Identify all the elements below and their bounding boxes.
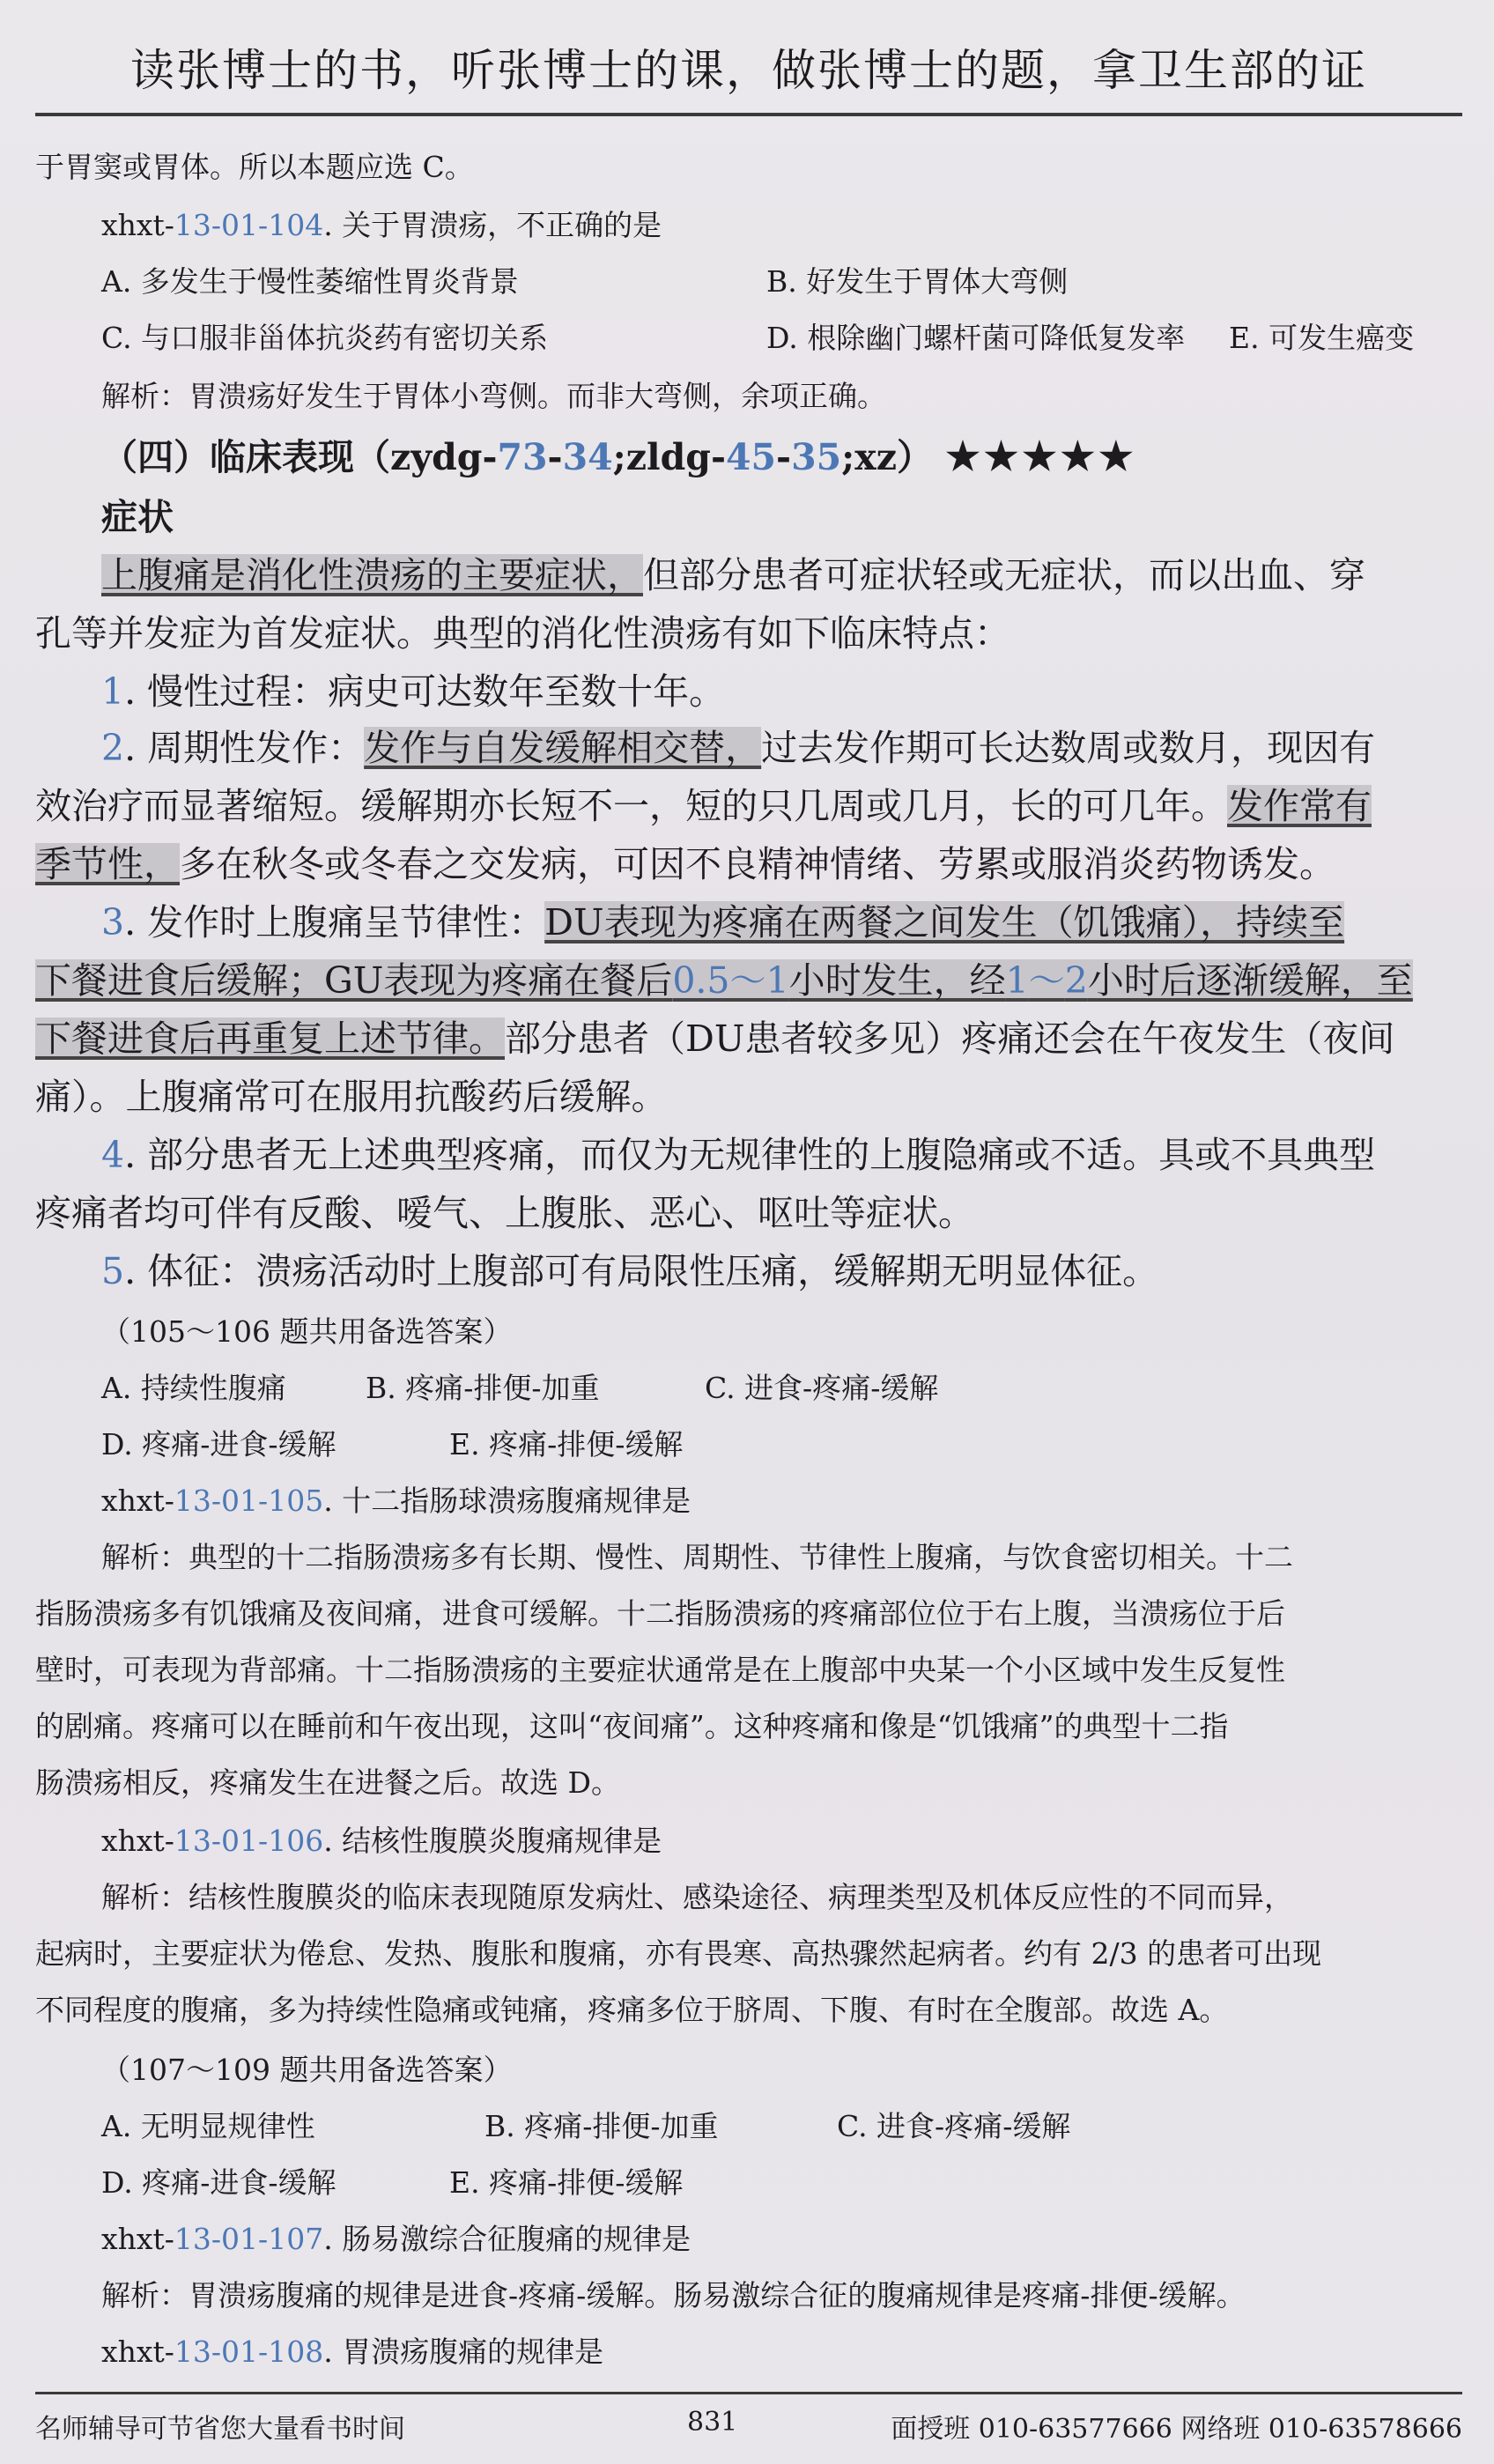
g2-option-b: B. 疼痛-排便-加重 <box>484 2109 719 2143</box>
item-4-cont: 疼痛者均可伴有反酸、嗳气、上腹胀、恶心、呕吐等症状。 <box>35 1192 974 1234</box>
item-2-cont2: 季节性，多在秋冬或冬春之交发病，可因不良精神情绪、劳累或服消炎药物诱发。 <box>35 843 1335 885</box>
g1-option-b: B. 疼痛-排便-加重 <box>366 1371 600 1405</box>
footer-contact: 面授班 010-63577666 网络班 010-63578666 <box>891 2414 1462 2445</box>
q106-explanation-2: 起病时，主要症状为倦怠、发热、腹胀和腹痛，亦有畏寒、高热骤然起病者。约有 2/3 的患者可出现 <box>35 1936 1322 1971</box>
question-108: xhxt-13-01-108. 胃溃疡腹痛的规律是 <box>101 2335 604 2369</box>
q105-explanation-4: 的剧痛。疼痛可以在睡前和午夜出现，这叫“夜间痛”。这种疼痛和像是“饥饿痛”的典型十二指 <box>35 1709 1229 1743</box>
q104-option-d: D. 根除幽门螺杆菌可降低复发率 <box>766 321 1186 355</box>
page-number: 831 <box>687 2407 738 2438</box>
q105-explanation-1: 解析：典型的十二指肠溃疡多有长期、慢性、周期性、节律性上腹痛，与饮食密切相关。十二 <box>101 1540 1293 1574</box>
page-header <box>35 16 1462 116</box>
group-105-106-header: （105～106 题共用备选答案） <box>101 1314 513 1349</box>
g2-option-e: E. 疼痛-排便-缓解 <box>449 2165 684 2200</box>
para-1: 上腹痛是消化性溃疡的主要症状，但部分患者可症状轻或无症状，而以出血、穿 <box>101 554 1365 596</box>
g2-option-c: C. 进食-疼痛-缓解 <box>837 2109 1071 2143</box>
section-heading: （四）临床表现（zydg-73-34;zldg-45-35;xz） ★★★★★ <box>101 434 1137 479</box>
header-title: 读张博士的书，听张博士的课，做张博士的题，拿卫生部的证 <box>130 45 1367 96</box>
item-2: 2. 周期性发作：发作与自发缓解相交替，过去发作期可长达数周或数月，现因有 <box>101 727 1376 769</box>
g1-option-a: A. 持续性腹痛 <box>101 1371 286 1405</box>
q105-explanation-2: 指肠溃疡多有饥饿痛及夜间痛，进食可缓解。十二指肠溃疡的疼痛部位位于右上腹，当溃疡位于后 <box>35 1596 1285 1631</box>
question-107: xhxt-13-01-107. 肠易激综合征腹痛的规律是 <box>101 2222 692 2256</box>
item-3: 3. 发作时上腹痛呈节律性：DU表现为疼痛在两餐之间发生（饥饿痛），持续至 <box>101 901 1345 943</box>
importance-stars: ★★★★★ <box>945 434 1137 479</box>
q105-explanation-5: 肠溃疡相反，疼痛发生在进餐之后。故选 D。 <box>35 1765 620 1800</box>
item-1: 1. 慢性过程：病史可达数年至数十年。 <box>101 670 726 713</box>
g2-option-a: A. 无明显规律性 <box>101 2109 315 2143</box>
q104-explanation: 解析：胃溃疡好发生于胃体小弯侧。而非大弯侧，余项正确。 <box>101 379 886 413</box>
q104-option-e: E. 可发生癌变 <box>1229 321 1415 355</box>
footer-slogan: 名师辅导可节省您大量看书时间 <box>35 2414 405 2445</box>
q106-explanation-1: 解析：结核性腹膜炎的临床表现随原发病灶、感染途径、病理类型及机体反应性的不同而异， <box>101 1880 1293 1914</box>
item-4: 4. 部分患者无上述典型疼痛，而仅为无规律性的上腹隐痛或不适。具或不具典型 <box>101 1134 1376 1176</box>
subheading-symptoms: 症状 <box>101 496 174 538</box>
item-3-cont: 下餐进食后缓解；GU表现为疼痛在餐后0.5～1小时发生，经1～2小时后逐渐缓解，至 <box>35 959 1413 1002</box>
item-2-cont: 效治疗而显著缩短。缓解期亦长短不一，短的只几周或几月，长的可几年。发作常有 <box>35 785 1372 827</box>
group-107-109-header: （107～109 题共用备选答案） <box>101 2053 513 2087</box>
g2-option-d: D. 疼痛-进食-缓解 <box>101 2165 337 2200</box>
q104-option-c: C. 与口服非甾体抗炎药有密切关系 <box>101 321 549 355</box>
q105-explanation-3: 壁时，可表现为背部痛。十二指肠溃疡的主要症状通常是在上腹部中央某一个小区域中发生反复性 <box>35 1653 1285 1687</box>
q106-explanation-3: 不同程度的腹痛，多为持续性隐痛或钝痛，疼痛多位于脐周、下腹、有时在全腹部。故选 A。 <box>35 1993 1229 2027</box>
g1-option-d: D. 疼痛-进食-缓解 <box>101 1427 337 1461</box>
prev-answer-line: 于胃窦或胃体。所以本题应选 C。 <box>35 150 474 184</box>
g1-option-c: C. 进食-疼痛-缓解 <box>705 1371 939 1405</box>
q107-explanation: 解析：胃溃疡腹痛的规律是进食-疼痛-缓解。肠易激综合征的腹痛规律是疼痛-排便-缓解。 <box>101 2278 1246 2312</box>
q104-option-b: B. 好发生于胃体大弯侧 <box>766 264 1069 299</box>
item-3-cont3: 痛）。上腹痛常可在服用抗酸药后缓解。 <box>35 1076 668 1118</box>
question-104: xhxt-13-01-104. 关于胃溃疡，不正确的是 <box>101 208 662 242</box>
question-106: xhxt-13-01-106. 结核性腹膜炎腹痛规律是 <box>101 1824 662 1858</box>
question-105: xhxt-13-01-105. 十二指肠球溃疡腹痛规律是 <box>101 1484 692 1518</box>
page-footer <box>35 2392 1462 2447</box>
item-5: 5. 体征：溃疡活动时上腹部可有局限性压痛，缓解期无明显体征。 <box>101 1250 1159 1292</box>
para-1-cont: 孔等并发症为首发症状。典型的消化性溃疡有如下临床特点： <box>35 612 1010 655</box>
q104-option-a: A. 多发生于慢性萎缩性胃炎背景 <box>101 264 519 299</box>
item-3-cont2: 下餐进食后再重复上述节律。部分患者（DU患者较多见）疼痛还会在午夜发生（夜间 <box>35 1017 1395 1060</box>
g1-option-e: E. 疼痛-排便-缓解 <box>449 1427 684 1461</box>
